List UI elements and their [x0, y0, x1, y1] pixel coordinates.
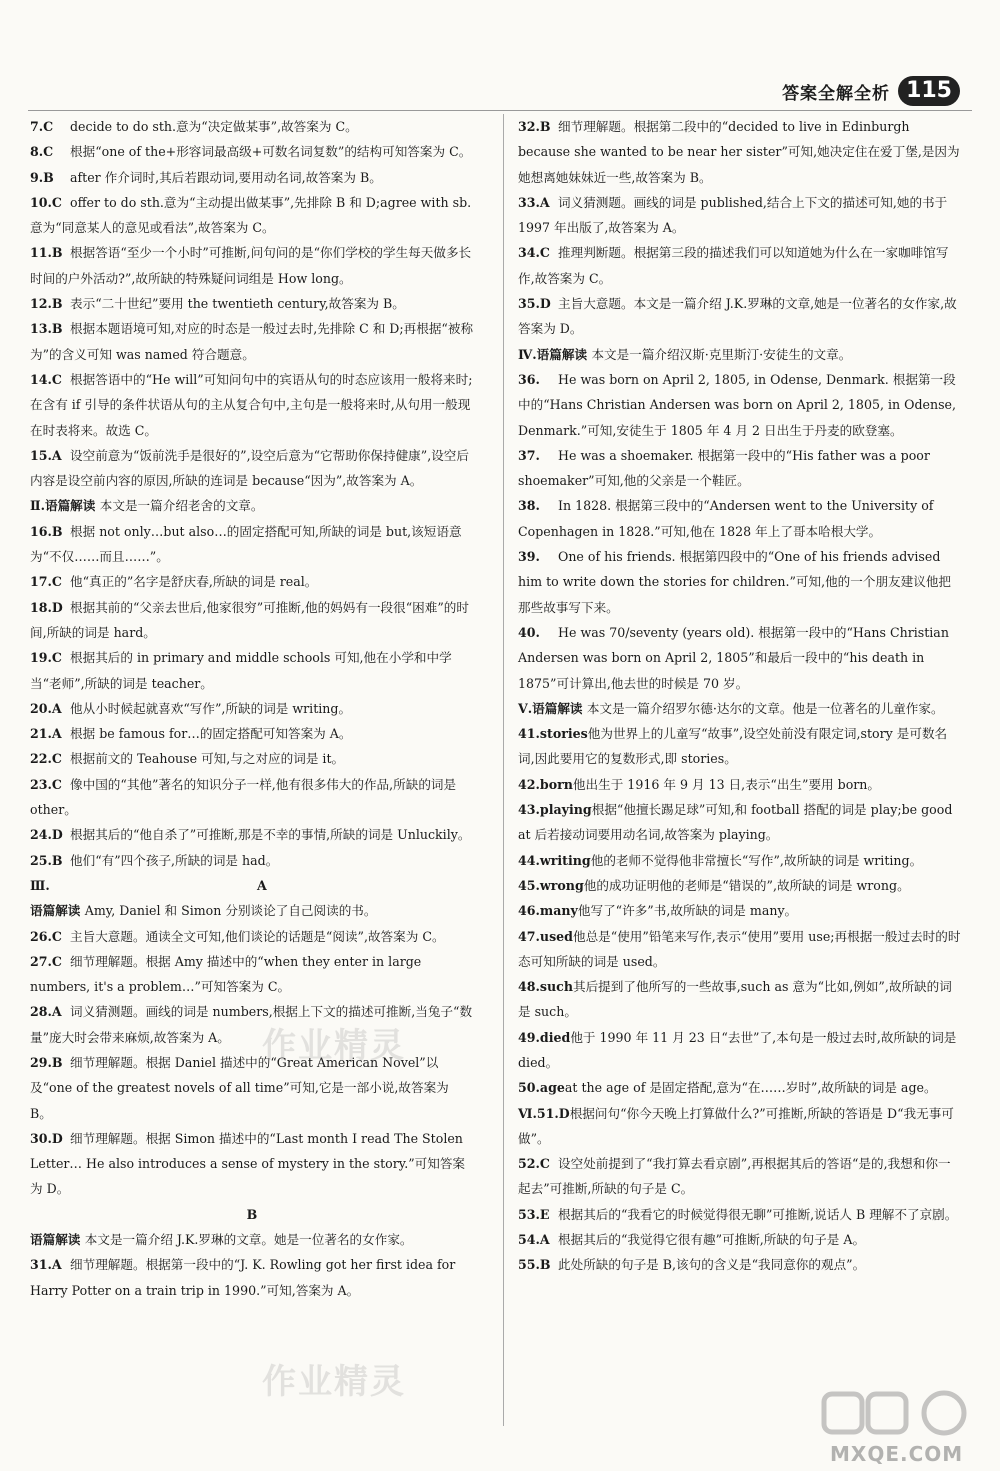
- answer-item: [30, 949, 474, 1000]
- answer-item: [518, 974, 962, 1025]
- answer-item: [518, 620, 962, 696]
- answer-text: 主旨大意题。本文是一篇介绍 J.K.罗琳的文章,她是一位著名的女作家,故答案为 D。: [518, 296, 957, 337]
- answer-text: 他为世界上的儿童写“故事”,设空处前没有限定词,story 是可数名词,因此要用它的复数形式,即 stories。: [518, 726, 948, 767]
- question-number: 54.A: [518, 1232, 550, 1248]
- question-number: 43.playing: [518, 802, 592, 818]
- question-number: 35.D: [518, 296, 551, 312]
- answer-item: [518, 443, 962, 494]
- question-number: 7.C: [30, 119, 54, 134]
- answer-item: [518, 721, 962, 772]
- question-number: 38.: [518, 498, 540, 514]
- question-number: 45.wrong: [518, 877, 584, 893]
- question-number: 11.B: [30, 245, 63, 261]
- question-number: 34.C: [518, 245, 550, 261]
- answer-text: after 作介词时,其后若跟动词,要用动名词,故答案为 B。: [70, 169, 382, 185]
- answer-text: 设空处前提到了“我打算去看京剧”,再根据其后的答语“是的,我想和你一起去”可推断,所缺的句子是 C。: [518, 1156, 951, 1197]
- answer-item: [30, 1126, 474, 1202]
- answer-text: 根据“one of the+形容词最高级+可数名词复数”的结构可知答案为 C。: [70, 144, 472, 160]
- question-number: 15.A: [30, 447, 62, 463]
- answer-text: 根据 be famous for…的固定搭配可知答案为 A。: [70, 726, 352, 742]
- question-number: 48.such: [518, 979, 573, 995]
- question-number: 36.: [518, 371, 540, 387]
- header-rule: [28, 110, 972, 111]
- watermark-middle: 作业精灵: [262, 1026, 406, 1066]
- answer-item: [30, 873, 474, 898]
- answer-item: [30, 1252, 474, 1303]
- question-number: 10.C: [30, 194, 62, 210]
- question-number: 25.B: [30, 852, 63, 868]
- answer-text: 根据其后的“我看它的时候觉得很无聊”可推断,说话人 B 理解不了京剧。: [558, 1206, 958, 1222]
- answer-text: 他写了“许多”书,故所缺的词是 many。: [577, 903, 798, 919]
- header-title: 答案全解全析: [782, 83, 891, 104]
- question-number: 49.died: [518, 1029, 571, 1045]
- answer-text: 他于 1990 年 11 月 23 日“去世”了,本句是一般过去时,故所缺的词是 died。: [518, 1029, 957, 1070]
- answer-item: [30, 367, 474, 443]
- question-number: 26.C: [30, 928, 62, 944]
- question-number: 46.many: [518, 903, 578, 919]
- answer-item: [518, 1151, 962, 1202]
- answer-item: [518, 898, 962, 923]
- answer-text: 细节理解题。根据 Simon 描述中的“Last month I read The Stolen Letter… He also introduces a sense of mystery in the story.”可知答案为 D。: [30, 1130, 466, 1197]
- section-label: Ⅱ.语篇解读: [30, 498, 100, 514]
- answer-item: [30, 721, 474, 746]
- answer-item: [518, 848, 962, 873]
- answer-item: [30, 924, 474, 949]
- answer-text: offer to do sth.意为“主动提出做某事”,先排除 B 和 D;agree with sb.意为“同意某人的意见或看法”,故答案为 C。: [30, 194, 472, 236]
- question-number: 37.: [518, 447, 540, 463]
- page-header: [782, 74, 960, 108]
- answer-item: [30, 190, 474, 241]
- answer-item: [518, 367, 962, 443]
- answer-item: [30, 316, 474, 367]
- answer-item: [518, 772, 962, 797]
- question-number: 21.A: [30, 726, 62, 742]
- question-number: 33.A: [518, 194, 550, 210]
- question-number: 53.E: [518, 1206, 550, 1222]
- question-number: 19.C: [30, 650, 62, 666]
- answer-item: [518, 797, 962, 848]
- part-heading: B: [246, 1206, 258, 1222]
- question-number: 23.C: [30, 776, 62, 792]
- answer-text: 本文是一篇介绍 J.K.罗琳的文章。她是一位著名的女作家。: [84, 1232, 413, 1248]
- question-number: 17.C: [30, 574, 62, 590]
- answer-item: [518, 696, 962, 721]
- answer-item: [30, 493, 474, 518]
- answer-text: In 1828. 根据第三段中的“Andersen went to the University of Copenhagen in 1828.”可知,他在 1828 年上了哥本哈根大学。: [518, 498, 934, 539]
- answer-text: 根据答语“至少一个小时”可推断,问句问的是“你们学校的学生每天做多长时间的户外活动?”,故所缺的特殊疑问词组是 How long。: [30, 245, 472, 286]
- watermark-bottom: 作业精灵: [262, 1362, 406, 1402]
- question-number: 27.C: [30, 953, 62, 969]
- question-number: 13.B: [30, 321, 63, 337]
- answer-text: 根据其后的 in primary and middle schools 可知,他在小学和中学当“老师”,所缺的词是 teacher。: [30, 650, 452, 691]
- question-number: 52.C: [518, 1156, 550, 1172]
- answer-item: [30, 291, 474, 316]
- question-number: Ⅵ.51.D: [518, 1105, 570, 1121]
- answer-item: [518, 114, 962, 190]
- answer-text: 他们“有”四个孩子,所缺的词是 had。: [70, 852, 279, 868]
- answer-item: [518, 1025, 962, 1076]
- answer-item: [30, 1227, 474, 1252]
- question-number: 24.D: [30, 827, 63, 843]
- answer-text: 词义猜测题。画线的词是 numbers,根据上下文的描述可推断,当兔子“数量”庞大时会带来麻烦,故答案为 A。: [30, 1004, 473, 1045]
- answer-text: 设空前意为“饭前洗手是很好的”,设空后意为“它帮助你保持健康”,设空后内容是设空前内容的原因,所缺的连词是 because“因为”,故答案为 A。: [30, 447, 469, 489]
- question-number: 41.stories: [518, 726, 588, 742]
- question-number: 28.A: [30, 1004, 62, 1020]
- question-number: 44.writing: [518, 852, 591, 868]
- question-number: 20.A: [30, 700, 62, 716]
- answer-text: He was born on April 2, 1805, in Odense, Denmark. 根据第一段中的“Hans Christian Andersen was born on April 2, 1805, in Odense, Denmark.”可知,安徒生于 1805 年 4 月 2 日出生于丹麦的欧登塞。: [518, 371, 956, 438]
- answer-item: [518, 190, 962, 241]
- answer-item: [518, 1101, 962, 1152]
- answer-text: at the age of 是固定搭配,意为“在……岁时”,故所缺的词是 age。: [564, 1080, 937, 1096]
- question-number: 9.B: [30, 169, 54, 185]
- question-number: 39.: [518, 549, 540, 565]
- answer-text: Amy, Daniel 和 Simon 分别谈论了自己阅读的书。: [84, 903, 377, 919]
- question-number: 22.C: [30, 751, 62, 767]
- answer-item: [518, 493, 962, 544]
- answer-item: [30, 772, 474, 823]
- question-number: 12.B: [30, 296, 63, 312]
- answer-item: [30, 1050, 474, 1126]
- answer-text: 推理判断题。根据第三段的描述我们可以知道她为什么在一家咖啡馆写作,故答案为 C。: [518, 245, 949, 286]
- answer-text: 细节理解题。根据 Amy 描述中的“when they enter in large numbers, it's a problem…”可知答案为 C。: [30, 953, 422, 995]
- answer-text: He was 70/seventy (years old). 根据第一段中的“Hans Christian Andersen was born on April 2, 1805”和最后一段中的“his death in 1875”可计算出,他去世的时候是 70 岁。: [518, 624, 949, 691]
- question-number: 42.born: [518, 776, 573, 792]
- answer-text: 本文是一篇介绍罗尔德·达尔的文章。他是一位著名的儿童作家。: [586, 700, 944, 716]
- question-number: 50.age: [518, 1080, 565, 1096]
- question-number: 55.B: [518, 1257, 551, 1273]
- page-number: 115: [898, 76, 960, 106]
- answer-text: 细节理解题。根据第一段中的“J. K. Rowling got her first idea for Harry Potter on a train trip in 1990.”可知,答案为 A。: [30, 1257, 456, 1298]
- answer-text: 他的老师不觉得他非常擅长“写作”,故所缺的词是 writing。: [590, 852, 923, 868]
- answer-item: [518, 873, 962, 898]
- answer-text: 细节理解题。根据第二段中的“decided to live in Edinburgh because she wanted to be near her sister”可知,她决定住在爱丁堡,是因为她想离她妹妹近一些,故答案为 B。: [518, 119, 960, 185]
- site-url: MXQE.COM: [830, 1442, 964, 1466]
- answer-text: 根据 not only…but also…的固定搭配可知,所缺的词是 but,该短语意为“不仅……而且……”。: [30, 523, 462, 565]
- answer-item: [518, 342, 962, 367]
- answer-text: He was a shoemaker. 根据第一段中的“His father was a poor shoemaker”可知,他的父亲是一个鞋匠。: [518, 447, 930, 489]
- answer-text: 他出生于 1916 年 9 月 13 日,表示“出生”要用 born。: [572, 776, 880, 792]
- answer-item: [30, 595, 474, 646]
- question-number: 31.A: [30, 1257, 62, 1273]
- answer-item: [30, 848, 474, 873]
- answer-item: [30, 822, 474, 847]
- answer-text: 根据问句“你今天晚上打算做什么?”可推断,所缺的答语是 D“我无事可做”。: [518, 1105, 954, 1146]
- answer-item: [30, 898, 474, 923]
- question-number: 32.B: [518, 119, 551, 134]
- answer-text: 他总是“使用”铅笔来写作,表示“使用”要用 use;再根据一般过去时的时态可知所缺的词是 used。: [518, 928, 961, 969]
- answer-text: 本文是一篇介绍老舍的文章。: [99, 498, 264, 514]
- answer-text: 他从小时候起就喜欢“写作”,所缺的词是 writing。: [70, 700, 352, 716]
- answer-item: [30, 519, 474, 570]
- answer-item: [30, 696, 474, 721]
- answer-text: 根据其后的“他自杀了”可推断,那是不幸的事情,所缺的词是 Unluckily。: [70, 827, 471, 843]
- section-label: Ⅳ.语篇解读: [518, 346, 592, 362]
- column-divider: [503, 114, 504, 1426]
- answer-text: 主旨大意题。通读全文可知,他们谈论的话题是“阅读”,故答案为 C。: [70, 928, 445, 944]
- answer-text: 根据前文的 Teahouse 可知,与之对应的词是 it。: [70, 751, 345, 767]
- question-number: 14.C: [30, 371, 62, 387]
- answer-item: [518, 924, 962, 975]
- answer-item: [518, 1075, 962, 1100]
- question-number: 29.B: [30, 1054, 63, 1070]
- answer-text: 细节理解题。根据 Daniel 描述中的“Great American Novel”以及“one of the greatest novels of all time”可知,它是一部小说,故答案为 B。: [30, 1054, 449, 1121]
- answer-text: 其后提到了他所写的一些故事,such as 意为“比如,例如”,故所缺的词是 such。: [518, 979, 952, 1020]
- answer-item: [30, 746, 474, 771]
- answer-text: 表示“二十世纪”要用 the twentieth century,故答案为 B。: [70, 296, 405, 312]
- left-column: [30, 114, 474, 1303]
- answer-item: [30, 139, 474, 164]
- question-number: 16.B: [30, 523, 63, 539]
- section-label: Ⅴ.语篇解读: [518, 700, 587, 716]
- answer-text: 词义猜测题。画线的词是 published,结合上下文的描述可知,她的书于 1997 年出版了,故答案为 A。: [518, 194, 948, 236]
- answer-item: [30, 645, 474, 696]
- answer-item: [30, 569, 474, 594]
- answer-item: [30, 165, 474, 190]
- section-label: Ⅲ.: [30, 877, 50, 893]
- answer-item: [518, 291, 962, 342]
- answer-item: [30, 999, 474, 1050]
- right-column: [518, 114, 962, 1278]
- answer-text: 根据答语中的“He will”可知问句中的宾语从句的时态应该用一般将来时;在含有 if 引导的条件状语从句的主从复合句中,主句是一般将来时,从句用一般现在时表将来。故选 C。: [30, 371, 473, 438]
- answer-text: 根据其前的“父亲去世后,他家很穷”可推断,他的妈妈有一段很“困难”的时间,所缺的词是 hard。: [30, 599, 469, 640]
- answer-text: 他的成功证明他的老师是“错误的”,故所缺的词是 wrong。: [583, 877, 910, 893]
- answer-item: [518, 240, 962, 291]
- section-label: 语篇解读: [30, 903, 85, 919]
- answer-item: [518, 1227, 962, 1252]
- answer-text: 本文是一篇介绍汉斯·克里斯汀·安徒生的文章。: [591, 346, 852, 362]
- question-number: 30.D: [30, 1130, 63, 1146]
- answer-item: [518, 1252, 962, 1277]
- answer-item: [518, 1202, 962, 1227]
- answer-text: 根据其后的“我觉得它很有趣”可推断,所缺的句子是 A。: [558, 1232, 866, 1248]
- answer-item: [30, 114, 474, 139]
- section-label: 语篇解读: [30, 1232, 85, 1248]
- answer-text: 此处所缺的句子是 B,该句的含义是“我同意你的观点”。: [558, 1257, 866, 1273]
- answer-text: 根据本题语境可知,对应的时态是一般过去时,先排除 C 和 D;再根据“被称为”的含义可知 was named 符合题意。: [30, 321, 474, 362]
- answer-text: 根据“他擅长踢足球”可知,和 football 搭配的词是 play;be good at 后若接动词要用动名词,故答案为 playing。: [518, 802, 953, 843]
- part-heading: A: [256, 877, 267, 893]
- answer-item: [518, 544, 962, 620]
- question-number: 18.D: [30, 599, 63, 615]
- answer-text: decide to do sth.意为“决定做某事”,故答案为 C。: [70, 119, 358, 134]
- answer-text: 他“真正的”名字是舒庆春,所缺的词是 real。: [70, 574, 318, 590]
- answer-item: [30, 240, 474, 291]
- question-number: 8.C: [30, 144, 54, 160]
- question-number: 47.used: [518, 928, 573, 944]
- question-number: 40.: [518, 624, 540, 640]
- answer-item: [30, 443, 474, 494]
- answer-text: One of his friends. 根据第四段中的“One of his friends advised him to write down the stories for children.”可知,他的一个朋友建议他把那些故事写下来。: [518, 549, 952, 615]
- answer-item: [30, 1202, 474, 1227]
- answer-text: 像中国的“其他”著名的知识分子一样,他有很多伟大的作品,所缺的词是 other。: [30, 776, 457, 818]
